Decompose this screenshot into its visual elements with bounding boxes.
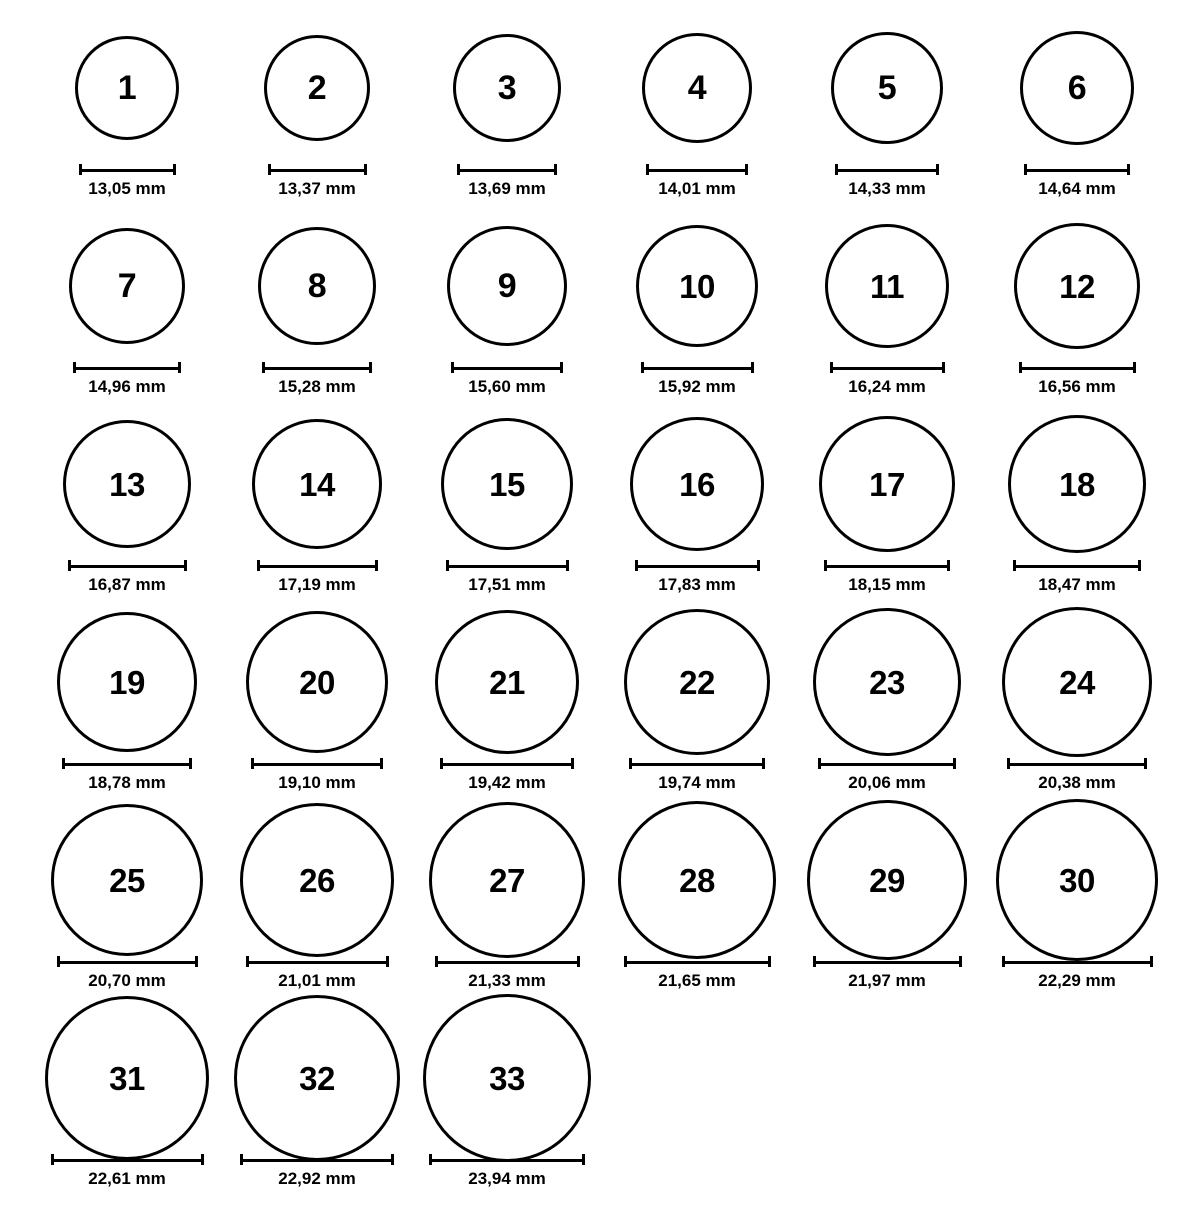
measure-cap-right-icon <box>173 164 176 175</box>
diameter-measure-bar <box>51 1152 204 1166</box>
measure-cap-left-icon <box>835 164 838 175</box>
ring-circle-wrap <box>1014 216 1140 356</box>
ring-circle-icon <box>63 420 191 548</box>
ring-circle-wrap <box>435 612 579 752</box>
ring-circle-wrap <box>630 414 764 554</box>
diameter-value-label: 13,37 mm <box>278 179 356 198</box>
measure-cap-left-icon <box>62 758 65 769</box>
measure-cap-left-icon <box>635 560 638 571</box>
measure-cap-right-icon <box>745 164 748 175</box>
measure-cap-left-icon <box>240 1154 243 1165</box>
ring-circle-wrap <box>618 810 776 950</box>
diameter-value-label: 21,01 mm <box>278 971 356 990</box>
measure-cap-right-icon <box>582 1154 585 1165</box>
ring-circle-wrap <box>45 1008 209 1148</box>
measure-cap-left-icon <box>1007 758 1010 769</box>
ring-size-number: 33 <box>489 1059 525 1097</box>
diameter-measure-bar <box>68 558 187 572</box>
ring-size-cell <box>412 414 602 612</box>
ring-size-cell <box>412 612 602 810</box>
ring-size-number: 32 <box>299 1059 335 1097</box>
ring-size-cell <box>602 810 792 1008</box>
diameter-measure-bar <box>429 1152 585 1166</box>
ring-circle-icon <box>447 226 567 346</box>
ring-size-number: 2 <box>307 69 327 107</box>
diameter-measure-bar <box>1013 558 1141 572</box>
ring-circle-icon <box>57 612 197 752</box>
diameter-value-label: 15,60 mm <box>468 377 546 396</box>
ring-size-grid <box>32 18 1200 1206</box>
diameter-measure-bar <box>624 954 771 968</box>
ring-size-number: 31 <box>109 1059 145 1097</box>
measure-cap-left-icon <box>73 362 76 373</box>
ring-circle-icon <box>441 418 573 550</box>
diameter-measure-bar <box>62 756 192 770</box>
measure-cap-left-icon <box>818 758 821 769</box>
ring-size-cell <box>792 18 982 216</box>
diameter-value-label: 20,70 mm <box>88 971 166 990</box>
diameter-measure-bar <box>57 954 198 968</box>
ring-size-number: 19 <box>109 663 145 701</box>
diameter-value-label: 19,10 mm <box>278 773 356 792</box>
diameter-measure-bar <box>240 1152 394 1166</box>
ring-size-number: 18 <box>1059 465 1095 503</box>
ring-size-cell <box>412 1008 602 1206</box>
measure-cap-right-icon <box>1150 956 1153 967</box>
measure-cap-left-icon <box>435 956 438 967</box>
diameter-value-label: 21,65 mm <box>658 971 736 990</box>
measure-cap-left-icon <box>268 164 271 175</box>
diameter-measure-bar <box>835 162 939 176</box>
ring-size-cell <box>982 414 1172 612</box>
measure-cap-right-icon <box>560 362 563 373</box>
ring-size-cell <box>602 216 792 414</box>
ring-size-number: 23 <box>869 663 905 701</box>
ring-size-cell <box>32 1008 222 1206</box>
ring-circle-wrap <box>813 612 961 752</box>
ring-circle-icon <box>234 995 400 1161</box>
ring-size-number: 17 <box>869 465 905 503</box>
diameter-value-label: 14,01 mm <box>658 179 736 198</box>
diameter-measure-bar <box>1024 162 1130 176</box>
diameter-measure-bar <box>262 360 372 374</box>
ring-circle-icon <box>423 994 591 1162</box>
ring-size-cell <box>222 18 412 216</box>
ring-size-cell <box>602 612 792 810</box>
diameter-value-label: 18,78 mm <box>88 773 166 792</box>
ring-circle-icon <box>240 803 394 957</box>
measure-cap-right-icon <box>1138 560 1141 571</box>
measure-cap-left-icon <box>79 164 82 175</box>
ring-size-cell <box>222 216 412 414</box>
ring-size-cell <box>792 414 982 612</box>
measure-cap-left-icon <box>251 758 254 769</box>
measure-cap-right-icon <box>768 956 771 967</box>
ring-circle-wrap <box>1008 414 1146 554</box>
ring-circle-wrap <box>423 1008 591 1148</box>
ring-circle-icon <box>435 610 579 754</box>
ring-circle-wrap <box>447 216 567 356</box>
ring-size-number: 3 <box>497 69 517 107</box>
diameter-measure-bar <box>435 954 580 968</box>
diameter-value-label: 19,42 mm <box>468 773 546 792</box>
diameter-value-label: 16,24 mm <box>848 377 926 396</box>
ring-size-number: 4 <box>687 69 707 107</box>
ring-size-number: 7 <box>117 267 137 305</box>
ring-size-number: 13 <box>109 465 145 503</box>
measure-cap-left-icon <box>257 560 260 571</box>
diameter-value-label: 18,15 mm <box>848 575 926 594</box>
diameter-value-label: 16,56 mm <box>1038 377 1116 396</box>
ring-size-cell <box>792 810 982 1008</box>
ring-size-number: 10 <box>679 267 715 305</box>
measure-cap-left-icon <box>451 362 454 373</box>
diameter-value-label: 21,33 mm <box>468 971 546 990</box>
ring-size-number: 29 <box>869 861 905 899</box>
ring-circle-icon <box>429 802 585 958</box>
ring-size-cell <box>32 810 222 1008</box>
ring-circle-icon <box>819 416 955 552</box>
ring-size-number: 11 <box>870 267 904 305</box>
ring-circle-wrap <box>264 18 370 158</box>
measure-cap-right-icon <box>757 560 760 571</box>
measure-cap-right-icon <box>942 362 945 373</box>
diameter-measure-bar <box>251 756 383 770</box>
measure-cap-left-icon <box>429 1154 432 1165</box>
ring-size-number: 27 <box>489 861 525 899</box>
diameter-measure-bar <box>641 360 754 374</box>
ring-circle-wrap <box>819 414 955 554</box>
diameter-measure-bar <box>813 954 962 968</box>
ring-size-number: 5 <box>877 69 897 107</box>
ring-circle-icon <box>618 801 776 959</box>
ring-circle-wrap <box>240 810 394 950</box>
diameter-value-label: 14,96 mm <box>88 377 166 396</box>
measure-cap-right-icon <box>571 758 574 769</box>
measure-cap-right-icon <box>375 560 378 571</box>
diameter-value-label: 22,29 mm <box>1038 971 1116 990</box>
measure-cap-right-icon <box>195 956 198 967</box>
ring-size-cell <box>222 1008 412 1206</box>
ring-circle-icon <box>1002 607 1152 757</box>
ring-circle-icon <box>1008 415 1146 553</box>
ring-size-cell <box>982 810 1172 1008</box>
ring-circle-icon <box>996 799 1158 961</box>
ring-size-cell <box>32 612 222 810</box>
measure-cap-left-icon <box>446 560 449 571</box>
ring-circle-icon <box>1020 31 1134 145</box>
ring-circle-wrap <box>441 414 573 554</box>
measure-cap-left-icon <box>813 956 816 967</box>
ring-circle-icon <box>51 804 203 956</box>
ring-circle-wrap <box>636 216 758 356</box>
diameter-measure-bar <box>1007 756 1147 770</box>
ring-size-cell <box>222 810 412 1008</box>
ring-circle-wrap <box>642 18 752 158</box>
diameter-value-label: 17,19 mm <box>278 575 356 594</box>
diameter-measure-bar <box>824 558 950 572</box>
ring-size-number: 26 <box>299 861 335 899</box>
ring-size-number: 24 <box>1059 663 1095 701</box>
ring-size-cell <box>982 216 1172 414</box>
measure-cap-left-icon <box>641 362 644 373</box>
ring-circle-icon <box>624 609 770 755</box>
measure-cap-right-icon <box>762 758 765 769</box>
ring-size-number: 6 <box>1067 69 1087 107</box>
measure-cap-right-icon <box>201 1154 204 1165</box>
ring-circle-icon <box>813 608 961 756</box>
ring-circle-icon <box>1014 223 1140 349</box>
measure-cap-right-icon <box>1127 164 1130 175</box>
ring-circle-icon <box>831 32 943 144</box>
ring-size-number: 1 <box>117 69 137 107</box>
measure-cap-left-icon <box>51 1154 54 1165</box>
measure-cap-left-icon <box>1002 956 1005 967</box>
diameter-value-label: 17,51 mm <box>468 575 546 594</box>
ring-size-cell <box>412 216 602 414</box>
diameter-value-label: 15,92 mm <box>658 377 736 396</box>
ring-circle-wrap <box>51 810 203 950</box>
diameter-value-label: 20,38 mm <box>1038 773 1116 792</box>
measure-cap-right-icon <box>959 956 962 967</box>
ring-size-number: 22 <box>679 663 715 701</box>
measure-cap-left-icon <box>824 560 827 571</box>
ring-size-number: 16 <box>679 465 715 503</box>
ring-circle-icon <box>75 36 179 140</box>
measure-cap-right-icon <box>369 362 372 373</box>
measure-cap-left-icon <box>246 956 249 967</box>
diameter-value-label: 19,74 mm <box>658 773 736 792</box>
measure-cap-right-icon <box>386 956 389 967</box>
ring-circle-wrap <box>252 414 382 554</box>
ring-circle-wrap <box>1020 18 1134 158</box>
diameter-value-label: 18,47 mm <box>1038 575 1116 594</box>
ring-size-cell <box>412 810 602 1008</box>
ring-size-cell <box>32 216 222 414</box>
ring-circle-icon <box>246 611 388 753</box>
ring-size-cell <box>602 414 792 612</box>
measure-cap-left-icon <box>624 956 627 967</box>
measure-cap-left-icon <box>830 362 833 373</box>
ring-size-number: 12 <box>1059 267 1095 305</box>
ring-circle-wrap <box>624 612 770 752</box>
diameter-measure-bar <box>246 954 389 968</box>
diameter-value-label: 23,94 mm <box>468 1169 546 1188</box>
diameter-measure-bar <box>268 162 367 176</box>
measure-cap-left-icon <box>262 362 265 373</box>
diameter-measure-bar <box>646 162 748 176</box>
ring-size-cell <box>982 18 1172 216</box>
measure-cap-left-icon <box>646 164 649 175</box>
measure-cap-right-icon <box>577 956 580 967</box>
ring-size-number: 28 <box>679 861 715 899</box>
measure-cap-left-icon <box>68 560 71 571</box>
diameter-measure-bar <box>73 360 181 374</box>
ring-circle-wrap <box>63 414 191 554</box>
ring-circle-icon <box>453 34 561 142</box>
ring-size-number: 21 <box>489 663 525 701</box>
ring-circle-icon <box>642 33 752 143</box>
measure-cap-right-icon <box>364 164 367 175</box>
ring-circle-wrap <box>75 18 179 158</box>
diameter-value-label: 13,05 mm <box>88 179 166 198</box>
diameter-measure-bar <box>1002 954 1153 968</box>
diameter-value-label: 14,64 mm <box>1038 179 1116 198</box>
ring-size-number: 8 <box>307 267 327 305</box>
measure-cap-left-icon <box>629 758 632 769</box>
ring-size-number: 15 <box>489 465 525 503</box>
ring-circle-wrap <box>996 810 1158 950</box>
diameter-value-label: 17,83 mm <box>658 575 736 594</box>
ring-size-cell <box>412 18 602 216</box>
ring-circle-wrap <box>453 18 561 158</box>
ring-circle-wrap <box>57 612 197 752</box>
ring-size-number: 25 <box>109 861 145 899</box>
measure-cap-right-icon <box>936 164 939 175</box>
measure-cap-right-icon <box>391 1154 394 1165</box>
diameter-measure-bar <box>446 558 569 572</box>
measure-cap-right-icon <box>751 362 754 373</box>
ring-circle-wrap <box>831 18 943 158</box>
ring-circle-wrap <box>234 1008 400 1148</box>
measure-cap-left-icon <box>1019 362 1022 373</box>
ring-size-cell <box>222 612 412 810</box>
diameter-value-label: 21,97 mm <box>848 971 926 990</box>
ring-size-cell <box>222 414 412 612</box>
diameter-value-label: 14,33 mm <box>848 179 926 198</box>
diameter-measure-bar <box>818 756 956 770</box>
diameter-measure-bar <box>635 558 760 572</box>
ring-circle-icon <box>636 225 758 347</box>
diameter-value-label: 13,69 mm <box>468 179 546 198</box>
ring-circle-icon <box>45 996 209 1160</box>
measure-cap-left-icon <box>57 956 60 967</box>
ring-size-cell <box>792 216 982 414</box>
ring-size-cell <box>982 612 1172 810</box>
measure-cap-left-icon <box>1013 560 1016 571</box>
diameter-measure-bar <box>1019 360 1136 374</box>
measure-cap-right-icon <box>184 560 187 571</box>
diameter-measure-bar <box>440 756 574 770</box>
ring-size-cell <box>32 414 222 612</box>
measure-cap-left-icon <box>457 164 460 175</box>
diameter-value-label: 22,92 mm <box>278 1169 356 1188</box>
measure-cap-right-icon <box>1144 758 1147 769</box>
ring-circle-wrap <box>807 810 967 950</box>
ring-size-number: 14 <box>299 465 335 503</box>
ring-circle-wrap <box>429 810 585 950</box>
ring-size-number: 9 <box>497 267 517 305</box>
diameter-measure-bar <box>830 360 945 374</box>
diameter-value-label: 15,28 mm <box>278 377 356 396</box>
ring-circle-wrap <box>258 216 376 356</box>
measure-cap-right-icon <box>947 560 950 571</box>
ring-circle-wrap <box>1002 612 1152 752</box>
measure-cap-right-icon <box>953 758 956 769</box>
measure-cap-right-icon <box>189 758 192 769</box>
ring-circle-icon <box>825 224 949 348</box>
measure-cap-right-icon <box>178 362 181 373</box>
ring-circle-icon <box>630 417 764 551</box>
diameter-measure-bar <box>79 162 176 176</box>
ring-size-cell <box>32 18 222 216</box>
ring-circle-icon <box>264 35 370 141</box>
diameter-measure-bar <box>629 756 765 770</box>
ring-circle-wrap <box>825 216 949 356</box>
ring-circle-icon <box>258 227 376 345</box>
diameter-measure-bar <box>451 360 563 374</box>
ring-circle-wrap <box>69 216 185 356</box>
ring-circle-wrap <box>246 612 388 752</box>
diameter-value-label: 22,61 mm <box>88 1169 166 1188</box>
measure-cap-right-icon <box>1133 362 1136 373</box>
measure-cap-right-icon <box>380 758 383 769</box>
diameter-measure-bar <box>257 558 378 572</box>
ring-circle-icon <box>69 228 185 344</box>
diameter-value-label: 16,87 mm <box>88 575 166 594</box>
measure-cap-right-icon <box>566 560 569 571</box>
ring-circle-icon <box>252 419 382 549</box>
measure-cap-right-icon <box>554 164 557 175</box>
ring-size-number: 30 <box>1059 861 1095 899</box>
measure-cap-left-icon <box>1024 164 1027 175</box>
ring-size-cell <box>792 612 982 810</box>
measure-cap-left-icon <box>440 758 443 769</box>
ring-size-number: 20 <box>299 663 335 701</box>
diameter-value-label: 20,06 mm <box>848 773 926 792</box>
diameter-measure-bar <box>457 162 557 176</box>
ring-size-cell <box>602 18 792 216</box>
ring-circle-icon <box>807 800 967 960</box>
